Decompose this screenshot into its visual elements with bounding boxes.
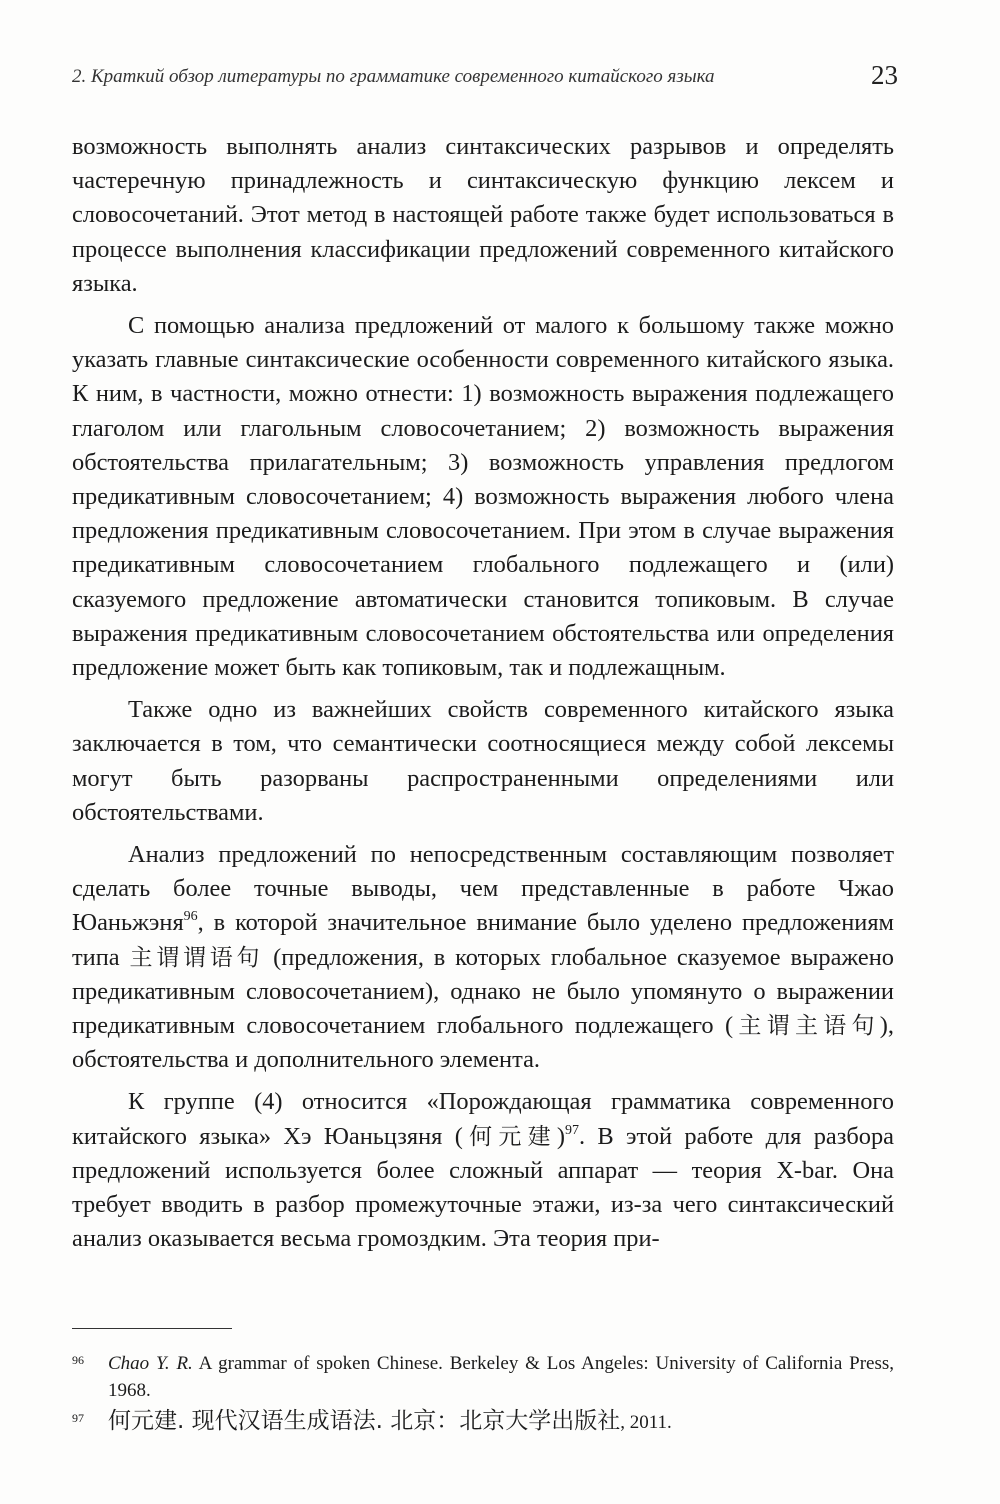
text-segment: ) xyxy=(556,1122,565,1150)
paragraph-continuation: возможность выполнять анализ синтаксических разрывов и определять частеречную принадлежность и синтаксическую функцию лексем и словосочетаний. Этот метод в настоящей работе также будет использоваться в процессе выполнения классификации предложений современного китайского языка. xyxy=(72,133,894,297)
paragraph-generative-grammar xyxy=(72,1085,894,1256)
paragraph-semantic-gaps: Также одно из важнейших свойств современного китайского языка заключается в том, что семантически соотносящиеся между собой лексемы могут быть разорваны распространенными определениями или обстоятельствами. xyxy=(72,696,894,826)
footnote-ref-97[interactable]: 97 xyxy=(564,1122,579,1138)
paragraph-ic-analysis xyxy=(72,838,894,1077)
chinese-name: 何元建 xyxy=(462,1123,557,1150)
paragraph-syntax-features: С помощью анализа предложений от малого к большому также можно указать главные синтаксические особенности современного китайского языка. К ним, в частности, можно отнести: 1) возможность выражения подлежащего глаголом или глагольным словосочетанием; 2) возможность выражения обстоятельства прилагательным; 3) возможность управления предлогом предикативным словосочетанием; 4) возможность выражения любого члена предложения предикативным словосочетанием. При этом в случае выражения предикативным словосочетанием глобального подлежащего и (или) сказуемого предложение автоматически становится топиковым. В случае выражения предикативным словосочетанием обстоятельства или определения предложение может быть как топиковым, так и подлежащным. xyxy=(72,312,894,682)
chinese-term: 主谓主语句 xyxy=(733,1013,880,1040)
footnote-number: 97 xyxy=(72,1411,84,1425)
footnote-96 xyxy=(72,1350,894,1404)
page-number: 23 xyxy=(871,60,898,90)
text-segment: , в которой значительное внимание было уделено предложениям типа xyxy=(72,909,894,971)
footnote-97 xyxy=(72,1408,894,1436)
text-segment: . В этой работе для разбора предложений используется более сложный аппарат — теория X-bar. Она требует вводить в разбор промежуточные этажи, из-за чего синтаксический анализ оказывается весьма громоздким. Эта теория при- xyxy=(72,1122,894,1253)
footnote-divider xyxy=(72,1328,232,1329)
footnote-text: A grammar of spoken Chinese. Berkeley & Los Angeles: University of California Press, 1968. xyxy=(108,1353,894,1401)
footnote-author: Chao Y. R. xyxy=(108,1353,193,1374)
running-head xyxy=(72,58,898,98)
footnote-number: 96 xyxy=(72,1353,84,1367)
text-segment: ), обстоятельства и дополнительного элемента. xyxy=(72,1012,894,1074)
footnote-text: , 2011. xyxy=(620,1412,672,1433)
running-title: 2. Краткий обзор литературы по грамматике современного китайского языка xyxy=(72,66,715,87)
footnote-ref-96[interactable]: 96 xyxy=(183,909,198,925)
text-segment: К группе (4) относится «Порождающая грамматика современного китайского языка» Хэ Юаньцзяня ( xyxy=(72,1088,894,1150)
chinese-term: 主谓谓语句 xyxy=(129,944,264,971)
body-text xyxy=(72,130,894,1265)
footnote-chinese-citation: 何元建. 现代汉语生成语法. 北京：北京大学出版社 xyxy=(108,1408,621,1434)
text-segment: Анализ предложений по непосредственным составляющим позволяет сделать более точные выводы, чем представленные в работе Чжао Юаньжэня xyxy=(72,841,894,937)
text-segment: (предложения, в которых глобальное сказуемое выражено предикативным словосочетанием), однако не было упомянуто о выражении предикативным словосочетанием глобального подлежащего ( xyxy=(72,943,894,1040)
footnotes xyxy=(72,1350,894,1440)
